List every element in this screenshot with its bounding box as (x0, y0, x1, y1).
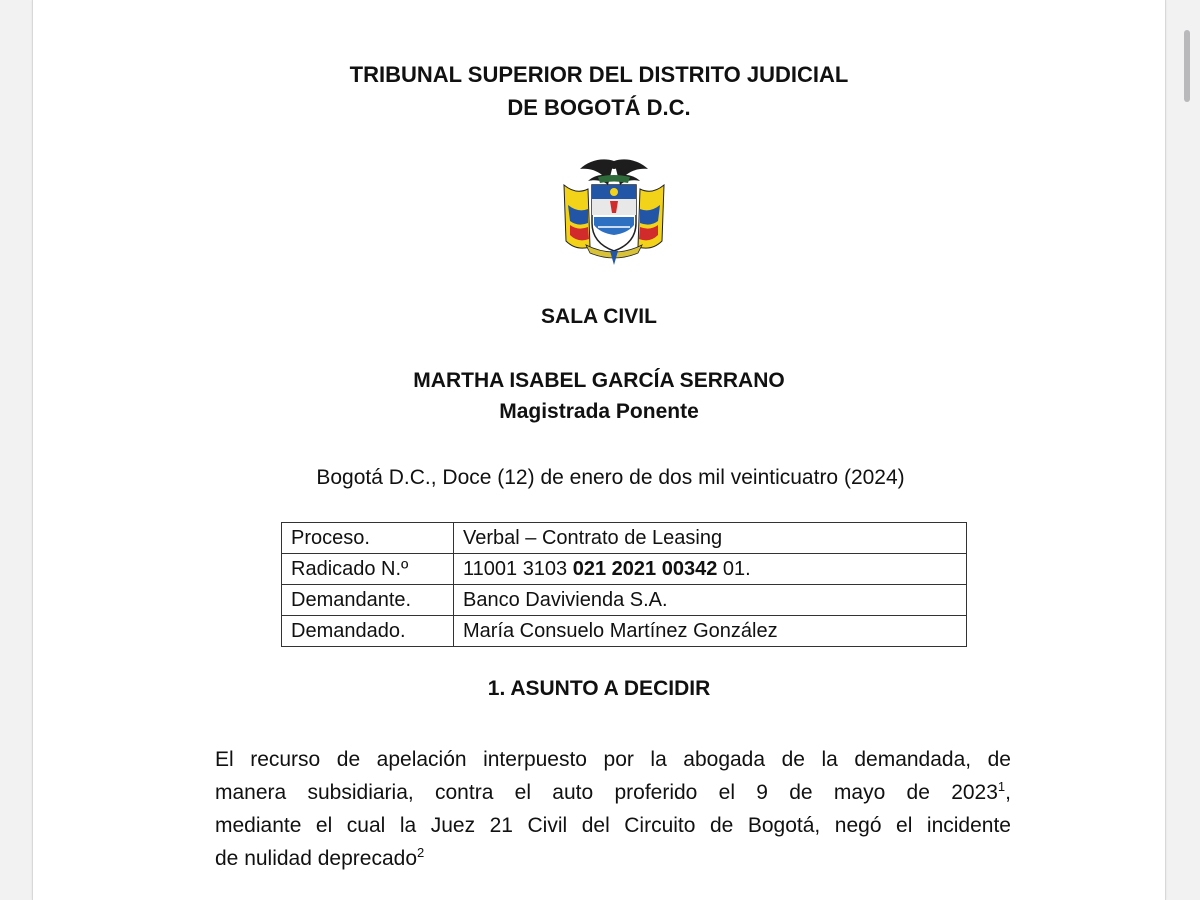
table-cell-value: María Consuelo Martínez González (454, 616, 967, 647)
paragraph-text: , (1005, 781, 1011, 804)
court-name-line-2: DE BOGOTÁ D.C. (507, 95, 691, 120)
chamber-title: SALA CIVIL (541, 305, 657, 328)
date-line: Bogotá D.C., Doce (12) de enero de dos mil veinticuatro (2024) (316, 466, 905, 489)
table-row (282, 554, 967, 585)
table-row (282, 523, 967, 554)
table-row (282, 585, 967, 616)
radicado-number: 021 2021 00342 (572, 557, 718, 580)
scrollbar-track[interactable] (1168, 0, 1200, 850)
table-cell-label: Radicado N.º (282, 554, 454, 585)
paragraph-line (215, 776, 1011, 809)
paragraph-line: mediante el cual la Juez 21 Civil del Circuito de Bogotá, negó el incidente (215, 814, 1011, 837)
scrollbar-thumb[interactable] (1184, 30, 1190, 102)
court-name-line-1: TRIBUNAL SUPERIOR DEL DISTRITO JUDICIAL (349, 62, 849, 87)
section-heading: 1. ASUNTO A DECIDIR (487, 677, 711, 700)
paragraph-text: manera subsidiaria, contra el auto proferido el 9 de mayo de 2023 (215, 781, 998, 804)
colombia-coat-of-arms-icon (558, 155, 670, 265)
footnote-ref[interactable]: 2 (417, 845, 425, 860)
body-paragraph (215, 743, 1011, 875)
table-cell-value: Banco Davivienda S.A. (454, 585, 967, 616)
table-cell-value: Verbal – Contrato de Leasing (454, 523, 967, 554)
table-cell-label: Proceso. (282, 523, 454, 554)
table-row (282, 616, 967, 647)
magistrate-name: MARTHA ISABEL GARCÍA SERRANO (413, 369, 785, 392)
radicado-suffix: 01. (717, 557, 751, 580)
table-cell-label: Demandado. (282, 616, 454, 647)
case-details-table (281, 522, 967, 647)
magistrate-role: Magistrada Ponente (499, 400, 699, 423)
table-cell-label: Demandante. (282, 585, 454, 616)
paragraph-line: El recurso de apelación interpuesto por la abogada de la demandada, de (215, 748, 1011, 771)
paragraph-line (215, 842, 1011, 875)
footnote-ref[interactable]: 1 (997, 779, 1006, 794)
table-cell-value (454, 554, 967, 585)
paragraph-text: de nulidad deprecado (215, 847, 418, 870)
document-page (32, 0, 1166, 900)
radicado-prefix: 11001 3103 (463, 557, 573, 580)
